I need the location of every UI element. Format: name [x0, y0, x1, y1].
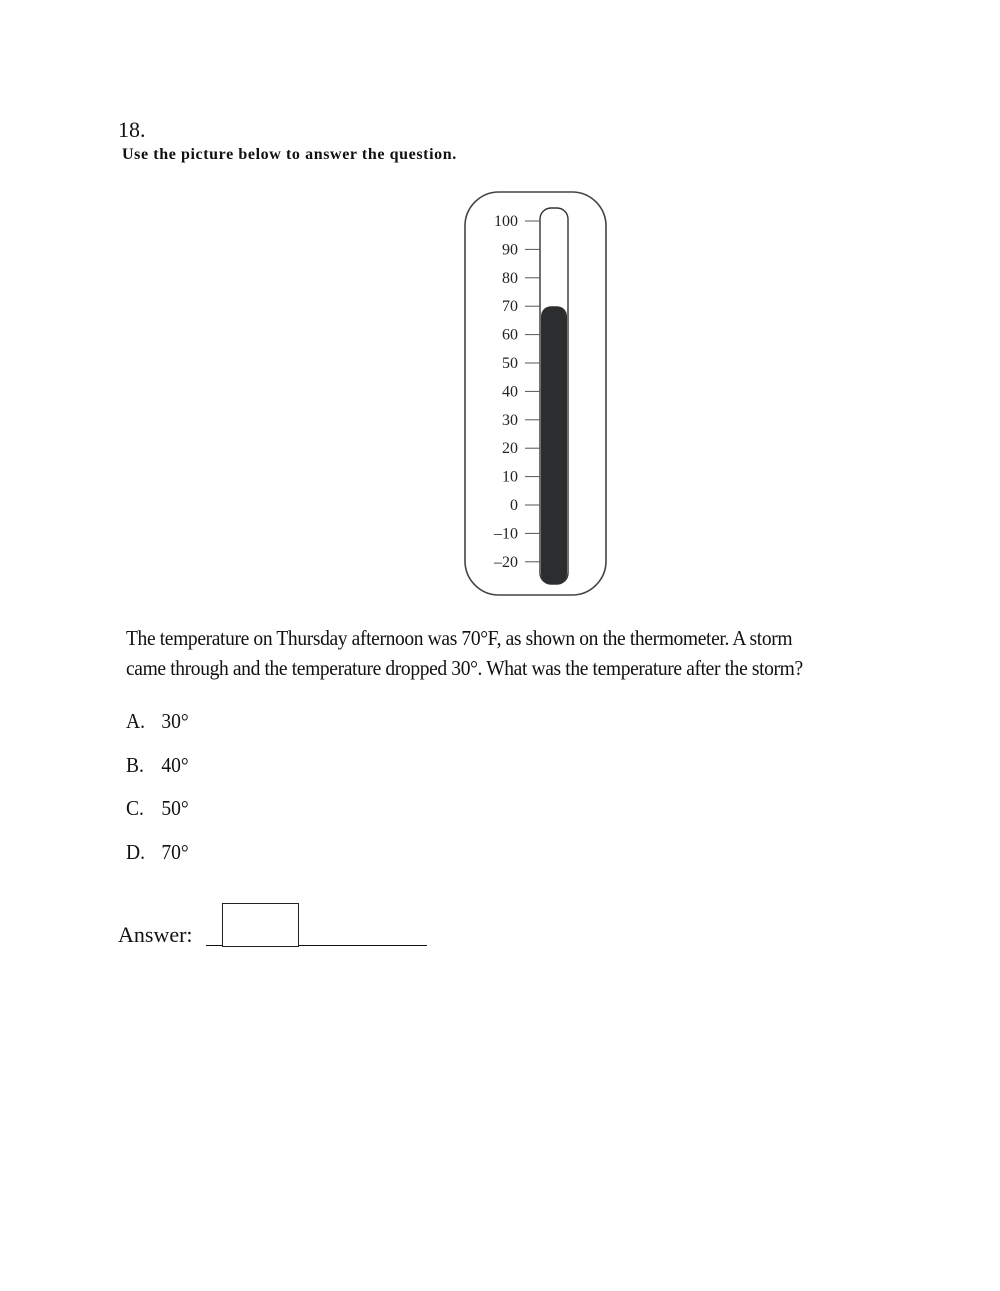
scale-label: 100: [494, 213, 518, 230]
option-value: 70°: [161, 840, 189, 864]
thermometer-outline: [465, 192, 606, 595]
thermometer-fill: [541, 306, 567, 584]
scale-label: 40: [502, 383, 518, 401]
answer-input-box[interactable]: [222, 903, 299, 947]
option-letter: A.: [126, 709, 145, 733]
option-value: 50°: [161, 796, 189, 820]
question-text: The temperature on Thursday afternoon was 70°F, as shown on the thermometer. A storm came through and the temperature dropped 30°. What was the temperature after the storm?: [126, 626, 803, 680]
option-value: 30°: [161, 709, 189, 733]
option-a[interactable]: [126, 708, 189, 734]
question-number: 18.: [118, 117, 146, 142]
thermometer-figure: [464, 191, 607, 596]
option-d[interactable]: [126, 839, 189, 865]
option-c[interactable]: [126, 795, 189, 821]
scale-label: 60: [502, 326, 518, 344]
answer-label: Answer:: [118, 922, 193, 947]
scale-label: –20: [494, 553, 518, 571]
scale-label: 90: [502, 241, 518, 259]
option-b[interactable]: [126, 752, 189, 778]
option-letter: B.: [126, 753, 144, 777]
option-letter: C.: [126, 796, 144, 820]
scale-label: 30: [502, 411, 518, 429]
thermometer-svg: [464, 191, 607, 596]
instruction-text: Use the picture below to answer the question.: [122, 146, 457, 163]
option-letter: D.: [126, 840, 145, 864]
scale-label: 80: [502, 269, 518, 287]
scale-label: 50: [502, 355, 518, 372]
scale-label: 70: [502, 298, 518, 316]
scale-label: 0: [510, 497, 518, 514]
option-value: 40°: [161, 753, 189, 777]
scale-label: 10: [502, 468, 518, 486]
scale-label: 20: [502, 440, 518, 458]
scale-label: –10: [494, 525, 518, 543]
